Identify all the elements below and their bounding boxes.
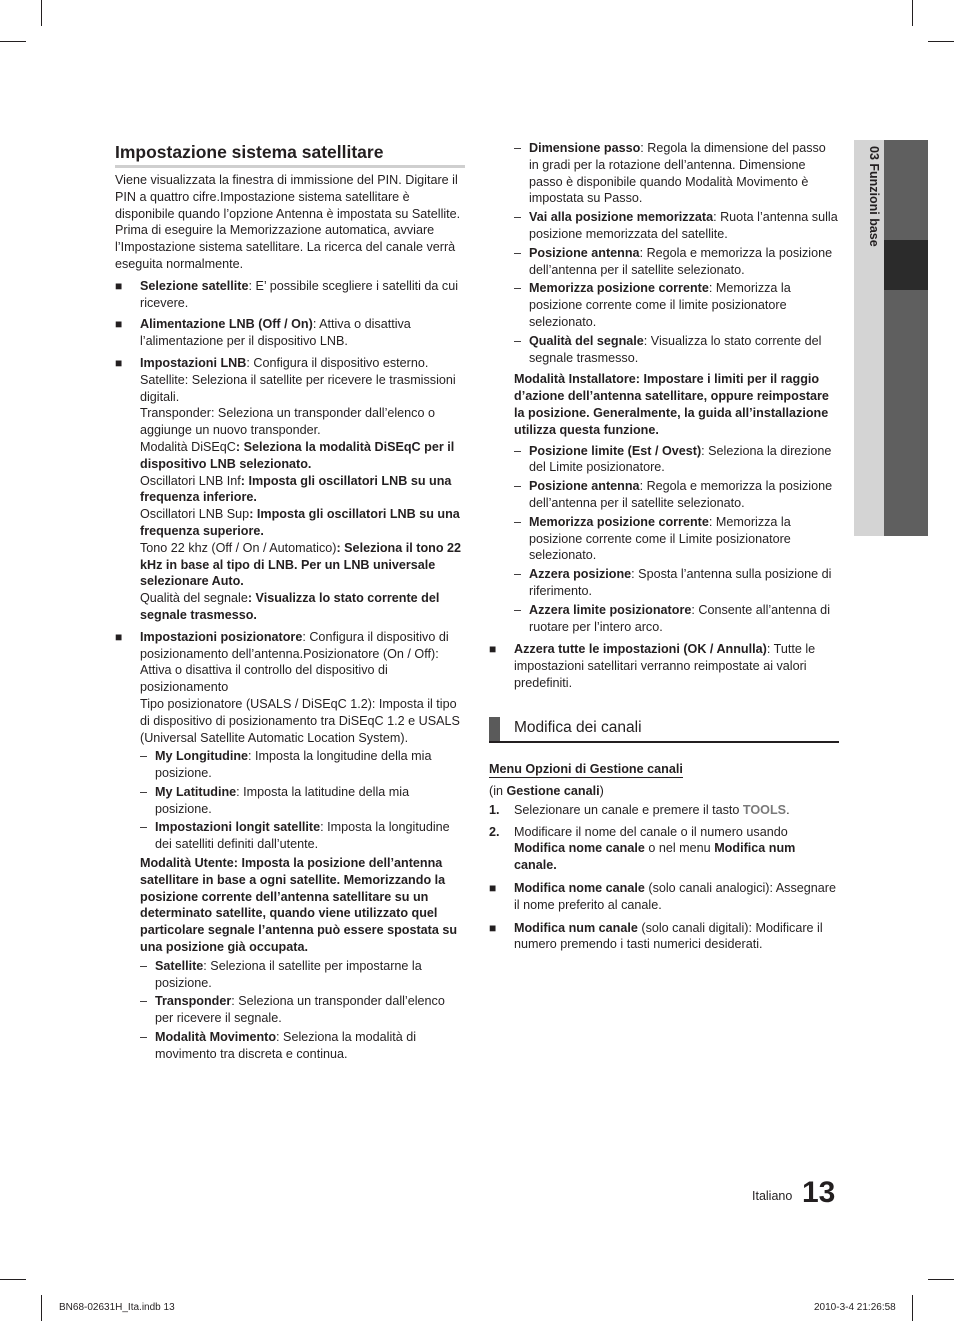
lnb-quality — [140, 590, 465, 624]
dash-icon: – — [514, 443, 522, 458]
slug-right: 2010-3-4 21:26:58 — [814, 1302, 896, 1313]
dash-icon: – — [140, 820, 148, 835]
menu-context-term: Gestione canali — [506, 784, 600, 798]
menu-context — [489, 783, 839, 800]
dash-item — [140, 819, 465, 853]
tools-key: TOOLS — [742, 802, 787, 817]
footer-language: Italiano — [752, 1189, 793, 1203]
bullet-term: Modifica num canale — [514, 920, 638, 935]
menu-heading-row — [489, 761, 839, 778]
dash-item — [514, 209, 839, 243]
dash-item — [514, 566, 839, 600]
slug-left: BN68-02631H_Ita.indb 13 — [59, 1302, 175, 1313]
bullet-text: : Tutte le impostazioni satellitari verranno reimpostate ai valori predefiniti. — [514, 642, 816, 690]
dash-term: Qualità del segnale — [529, 333, 644, 348]
dash-text: : Imposta la longitudine dei satelliti definiti dall’utente. — [155, 820, 450, 852]
bullet-item — [115, 629, 465, 1063]
dash-term: Satellite — [155, 958, 204, 973]
dash-term: Impostazioni longit satellite — [155, 820, 321, 835]
dash-term: Azzera limite posizionatore — [529, 602, 692, 617]
step-number: 1. — [489, 802, 500, 817]
bullet-square-icon: ■ — [115, 629, 123, 644]
dash-icon: – — [514, 333, 522, 348]
lnb-diseqc-label: Modalità DiSEqC — [140, 439, 236, 454]
bullet-text: : E’ possibile scegliere i satelliti da cui ricevere. — [140, 278, 459, 310]
dash-text: : Regola e memorizza la posizione dell’antenna per il satellite selezionato. — [529, 245, 833, 277]
positioner-type: Tipo posizionatore (USALS / DiSEqC 1.2): Imposta il tipo di dispositivo di posizionamento tra DiSEqC 1.2 e USALS (Universal Satellite Automatic Location System). — [140, 696, 460, 745]
dash-icon: – — [140, 749, 148, 764]
step-term: Modifica num canale. — [514, 841, 796, 873]
dash-item — [140, 993, 465, 1027]
lnb-osc-inf — [140, 473, 465, 507]
bullet-term: Azzera tutte le impostazioni (OK / Annulla) — [514, 642, 767, 657]
bullet-item — [489, 880, 839, 914]
bullet-text: : Configura il dispositivo di posizionamento dell’antenna.Posizionatore (On / Off): Attiva o disattiva il controllo del dispositivo di posizionamento — [140, 629, 449, 695]
dash-term: Azzera posizione — [529, 567, 632, 582]
dash-term: Vai alla posizione memorizzata — [529, 210, 714, 225]
user-mode-paragraph — [140, 855, 465, 956]
bullet-text: (solo canali analogici): Assegnare il nome preferito al canale. — [514, 880, 836, 912]
bullet-square-icon: ■ — [489, 920, 497, 935]
right-indent-block — [489, 140, 839, 635]
dash-text: : Seleziona un transponder dall’elenco per ricevere il segnale. — [155, 994, 445, 1026]
dash-icon: – — [140, 958, 148, 973]
dash-icon: – — [514, 245, 522, 260]
lnb-osc-inf-label: Oscillatori LNB Inf — [140, 473, 241, 488]
bullet-term: Impostazioni posizionatore — [140, 629, 303, 644]
step-item — [489, 802, 839, 819]
step-text: Selezionare un canale e premere il tasto — [514, 802, 743, 817]
crop-mark — [928, 1279, 954, 1280]
dash-item — [140, 784, 465, 818]
channels-block — [489, 761, 839, 953]
dash-icon: – — [140, 1030, 148, 1045]
lnb-quality-desc: : Visualizza lo stato corrente del segnale trasmesso. — [140, 591, 440, 622]
bullet-term: Selezione satellite — [140, 278, 249, 293]
dash-text: : Seleziona la direzione del Limite posizionatore. — [529, 443, 832, 475]
dash-text: : Seleziona il satellite per impostarne la posizione. — [155, 958, 422, 990]
step-term: Modifica nome canale — [514, 841, 645, 856]
dash-icon: – — [514, 210, 522, 225]
dash-term: Memorizza posizione corrente — [529, 281, 709, 296]
lnb-osc-sup-label: Oscillatori LNB Sup — [140, 507, 250, 522]
crop-mark — [0, 1279, 26, 1280]
dash-icon: – — [514, 281, 522, 296]
dash-item — [514, 602, 839, 636]
bullet-square-icon: ■ — [489, 880, 497, 895]
crop-mark — [0, 41, 26, 42]
left-column — [115, 172, 465, 1063]
dash-icon: – — [514, 602, 522, 617]
lnb-tone-desc: : Seleziona il tono 22 kHz in base al tipo di LNB. Per un LNB universale selezionare Auto. — [140, 540, 462, 589]
dash-term: Posizione antenna — [529, 479, 640, 494]
dash-text: : Memorizza la posizione corrente come il limite posizionatore selezionato. — [529, 281, 791, 329]
lnb-quality-label: Qualità del segnale — [140, 591, 248, 606]
dash-item — [514, 443, 839, 477]
crop-mark — [912, 0, 913, 26]
side-tab-label: 03 Funzioni base — [867, 146, 881, 247]
dash-item — [140, 958, 465, 992]
lnb-transponder: Transponder: Seleziona un transponder dall’elenco o aggiunge un nuovo transponder. — [140, 406, 435, 438]
dash-term: Posizione limite (Est / Ovest) — [529, 443, 702, 458]
menu-context-open: (in — [489, 784, 507, 798]
bullet-term: Modifica nome canale — [514, 880, 645, 895]
menu-heading: Menu Opzioni di Gestione canali — [489, 762, 683, 776]
installer-mode-text: Modalità Installatore: Impostare i limiti per il raggio d’azione dell’antenna satellitare, oppure reimpostare la posizione. Generalmente, la guida all’installazione utilizza questa funzione. — [514, 372, 829, 437]
bullet-item — [489, 920, 839, 954]
dash-text: : Regola la dimensione del passo in gradi per la rotazione dell’antenna. Dimensione passo è disponibile quando Modalità Movimento è impostata su Passo. — [529, 141, 826, 206]
bullet-item — [115, 355, 465, 624]
bullet-square-icon: ■ — [115, 317, 123, 332]
right-column — [489, 140, 839, 692]
dash-icon: – — [140, 784, 148, 799]
step-number: 2. — [489, 824, 500, 839]
dash-icon: – — [514, 479, 522, 494]
dash-icon: – — [514, 567, 522, 582]
dash-item — [514, 478, 839, 512]
dash-icon: – — [514, 141, 522, 155]
step-text: Modificare il nome del canale o il numero usando — [514, 824, 788, 839]
bullet-square-icon: ■ — [489, 642, 497, 657]
bullet-term: Impostazioni LNB — [140, 355, 247, 370]
crop-mark — [912, 1295, 913, 1321]
lnb-tone — [140, 540, 465, 590]
step-item — [489, 824, 839, 874]
dash-item — [514, 333, 839, 367]
bullet-term: Alimentazione LNB (Off / On) — [140, 317, 313, 332]
dash-term: Transponder — [155, 994, 232, 1009]
dash-term: My Longitudine — [155, 749, 249, 764]
dash-item — [514, 245, 839, 279]
subsection-heading — [489, 717, 839, 743]
crop-mark — [41, 1295, 42, 1321]
bullet-square-icon: ■ — [115, 278, 123, 293]
subsection-title: Modifica dei canali — [514, 719, 642, 736]
bullet-item — [489, 641, 839, 691]
dash-term: My Latitudine — [155, 784, 237, 799]
dash-text: : Ruota l’antenna sulla posizione memorizzata del satellite. — [529, 210, 838, 241]
dash-icon: – — [514, 514, 522, 529]
side-tab-marker — [884, 240, 928, 290]
dash-text: : Visualizza lo stato corrente del segnale trasmesso. — [529, 333, 822, 365]
user-mode-text: Modalità Utente: Imposta la posizione dell’antenna satellitare in base a ogni satellite. Memorizzando la posizione corrente dell’antenna satellitare su un determinato satellite, quando viene utilizzato quel particolare segnale l’antenna può essere spostata su una posizione già occupata. — [140, 856, 458, 955]
heading-bar-icon — [489, 717, 500, 741]
lnb-diseqc — [140, 439, 465, 473]
lnb-satellite: Satellite: Seleziona il satellite per ricevere le trasmissioni digitali. — [140, 372, 456, 404]
step-text-end: . — [786, 802, 790, 817]
lnb-tone-label: Tono 22 khz (Off / On / Automatico) — [140, 540, 337, 555]
dash-text: : Imposta la longitudine della mia posizione. — [155, 749, 432, 781]
page-number: 13 — [802, 1176, 836, 1209]
dash-item — [514, 280, 839, 330]
side-tab-dark-band — [884, 140, 928, 536]
lnb-diseqc-desc: : Seleziona la modalità DiSEqC per il dispositivo LNB selezionato. — [140, 439, 455, 471]
dash-icon: – — [140, 994, 148, 1009]
dash-term: Memorizza posizione corrente — [529, 514, 709, 529]
dash-item — [140, 748, 465, 782]
crop-mark — [928, 41, 954, 42]
bullet-square-icon: ■ — [115, 355, 123, 370]
dash-term: Modalità Movimento — [155, 1030, 277, 1045]
bullet-item — [115, 278, 465, 312]
dash-item — [514, 514, 839, 564]
section-title: Impostazione sistema satellitare — [115, 141, 465, 168]
bullet-item — [115, 316, 465, 350]
dash-term: Posizione antenna — [529, 245, 640, 260]
bullet-text: : Configura il dispositivo esterno. — [246, 355, 429, 370]
dash-text: : Memorizza la posizione corrente come il Limite posizionatore selezionato. — [529, 514, 791, 563]
bullet-text: : Attiva o disattiva l’alimentazione per il dispositivo LNB. — [140, 317, 411, 349]
dash-text: : Imposta la latitudine della mia posizione. — [155, 784, 410, 816]
dash-text: : Consente all’antenna di ruotare per l’intero arco. — [529, 602, 830, 634]
intro-paragraph: Viene visualizzata la finestra di immissione del PIN. Digitare il PIN a quattro cifre.Impostazione sistema satellitare è disponibile quando l’opzione Antenna è impostata su Satellite. Prima di eseguire la Memorizzazione automatica, avviare l’Impostazione sistema satellitare. La ricerca del canale verrà eseguita normalmente. — [115, 173, 461, 271]
step-text-mid: o nel menu — [644, 841, 715, 856]
lnb-osc-inf-desc: : Imposta gli oscillatori LNB su una frequenza inferiore. — [140, 473, 452, 505]
installer-mode-paragraph — [514, 371, 839, 438]
lnb-osc-sup — [140, 506, 465, 540]
crop-mark — [41, 0, 42, 26]
dash-text: : Seleziona la modalità di movimento tra discreta e continua. — [155, 1030, 417, 1061]
bullet-text: (solo canali digitali): Modificare il numero premendo i tasti numerici desiderati. — [514, 920, 823, 952]
lnb-osc-sup-desc: : Imposta gli oscillatori LNB su una frequenza superiore. — [140, 507, 460, 538]
dash-text: : Sposta l’antenna sulla posizione di riferimento. — [529, 567, 832, 598]
dash-term: Dimensione passo — [529, 141, 641, 155]
dash-item — [514, 140, 839, 207]
menu-context-close: ) — [599, 784, 604, 798]
dash-text: : Regola e memorizza la posizione dell’antenna per il satellite selezionato. — [529, 479, 833, 510]
dash-item — [140, 1029, 465, 1063]
